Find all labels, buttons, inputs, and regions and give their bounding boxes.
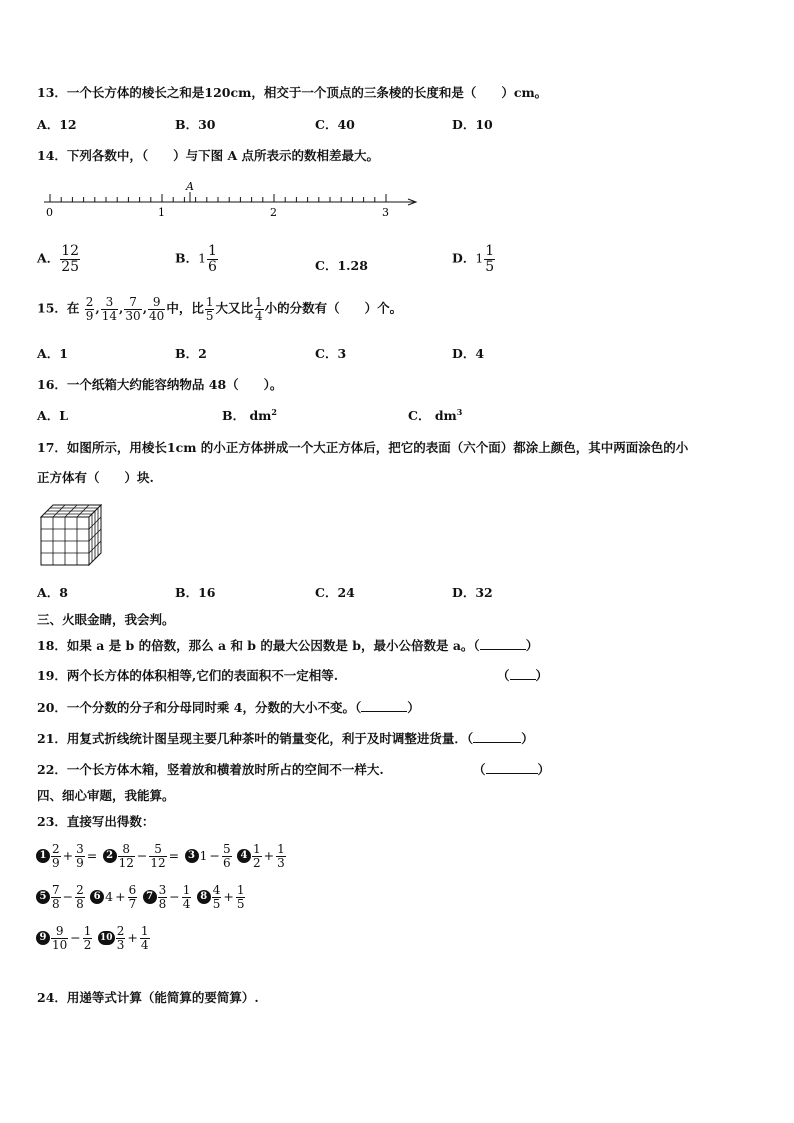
calc-row-1: 1 $\frac{2}{9}$ + $\frac{3}{9}$ = 2 $\frac{8}{12}$ − $\frac{5}{12}$ = 3 1 − $\frac{5}{6}$ 4 $\frac{1}{2}$ + $\frac{1}{3}$ [36, 843, 287, 869]
section-3-heading: 三、火眼金睛，我会判。 [37, 612, 175, 627]
question-13: 13．一个长方体的棱长之和是120cm，相交于一个顶点的三条棱的长度和是（ ）cm。 [37, 85, 548, 100]
q13-option-c[interactable]: C．40 [315, 117, 355, 132]
q16-option-c[interactable]: C． $dm^3$ [408, 406, 463, 423]
tick-label-2: 2 [270, 206, 277, 219]
q14-option-a[interactable]: A． $\frac{12}{25}$ [37, 243, 80, 275]
q17-option-a[interactable]: A．8 [37, 585, 68, 600]
q13-option-a[interactable]: A．12 [37, 117, 77, 132]
mark-4: 4 [237, 849, 251, 863]
q16-option-a[interactable]: A．L [37, 408, 68, 423]
tick-label-3: 3 [382, 206, 389, 219]
q13-option-b[interactable]: B．30 [175, 117, 216, 132]
mark-6: 6 [90, 890, 104, 904]
cube-figure [40, 504, 104, 566]
q14-option-d[interactable]: D．1 $\frac{1}{5}$ [452, 243, 495, 275]
q15-option-c[interactable]: C．3 [315, 346, 347, 361]
q17-option-d[interactable]: D．32 [452, 585, 493, 600]
question-14: 14．下列各数中，（ ）与下图 A 点所表示的数相差最大。 [37, 148, 380, 163]
mark-3: 3 [185, 849, 199, 863]
q14-option-b[interactable]: B．1 $\frac{1}{6}$ [175, 243, 217, 275]
answer-blank-21[interactable] [473, 730, 521, 743]
question-24: 24．用递等式计算（能简算的要简算）. [37, 990, 259, 1005]
q14-option-c[interactable]: C．1.28 [315, 258, 368, 273]
mark-8: 8 [197, 890, 211, 904]
q15-option-d[interactable]: D．4 [452, 346, 485, 361]
q17-option-c[interactable]: C．24 [315, 585, 355, 600]
question-19: 19．两个长方体的体积相等,它们的表面积不一定相等. [37, 668, 339, 683]
question-18: 18．如果 a 是 b 的倍数，那么 a 和 b 的最大公因数是 b，最小公倍数是 a。（ ） [37, 638, 539, 653]
answer-blank-19[interactable] [510, 667, 536, 680]
mark-7: 7 [143, 890, 157, 904]
question-22: 22．一个长方体木箱，竖着放和横着放时所占的空间不一样大. [37, 762, 384, 777]
section-4-heading: 四、细心审题，我能算。 [37, 788, 175, 803]
answer-19: （ ） [497, 668, 549, 683]
number-line [36, 178, 426, 220]
q17-option-b[interactable]: B．16 [175, 585, 216, 600]
tick-label-0: 0 [46, 206, 53, 219]
question-15: 15．在 $\frac{2}{9}$ , $\frac{3}{14}$ , $\frac{7}{30}$ , $\frac{9}{40}$ 中，比 $\frac{1}{5}$ 大又比 $\frac{1}{4}$ 小的分数有（ ）个。 [37, 295, 403, 323]
q15-option-b[interactable]: B．2 [175, 346, 207, 361]
tick-label-1: 1 [158, 206, 165, 219]
question-17-line2: 正方体有（ ）块. [37, 470, 154, 485]
mark-1: 1 [36, 849, 50, 863]
question-23-title: 23．直接写出得数： [37, 814, 155, 829]
question-16: 16．一个纸箱大约能容纳物品 48（ ）。 [37, 377, 283, 392]
question-20: 20．一个分数的分子和分母同时乘 4，分数的大小不变。（ ） [37, 700, 420, 715]
q13-option-d[interactable]: D．10 [452, 117, 493, 132]
mark-5: 5 [36, 890, 50, 904]
point-a-label: A [186, 180, 194, 193]
answer-blank-22[interactable] [486, 761, 538, 774]
q15-option-a[interactable]: A．1 [37, 346, 68, 361]
mark-2: 2 [103, 849, 117, 863]
answer-22: （ ） [473, 762, 551, 777]
answer-blank-20[interactable] [361, 699, 407, 712]
calc-row-3: 9 $\frac{9}{10}$ − $\frac{1}{2}$ 10 $\frac{2}{3}$ + $\frac{1}{4}$ [36, 925, 151, 951]
mark-10: 10 [98, 931, 115, 945]
answer-blank-18[interactable] [480, 637, 526, 650]
calc-row-2: 5 $\frac{7}{8}$ − $\frac{2}{8}$ 6 4 + $\frac{6}{7}$ 7 $\frac{3}{8}$ − $\frac{1}{4}$ 8 $\frac{4}{5}$ + $\frac{1}{5}$ [36, 884, 246, 910]
question-21: 21．用复式折线统计图呈现主要几种茶叶的销量变化，利于及时调整进货量．（ ） [37, 731, 534, 746]
mark-9: 9 [36, 931, 50, 945]
question-17-line1: 17．如图所示，用棱长1cm 的小正方体拼成一个大正方体后，把它的表面（六个面）都涂上颜色，其中两面涂色的小 [37, 440, 689, 455]
q16-option-b[interactable]: B． $dm^2$ [222, 406, 277, 423]
